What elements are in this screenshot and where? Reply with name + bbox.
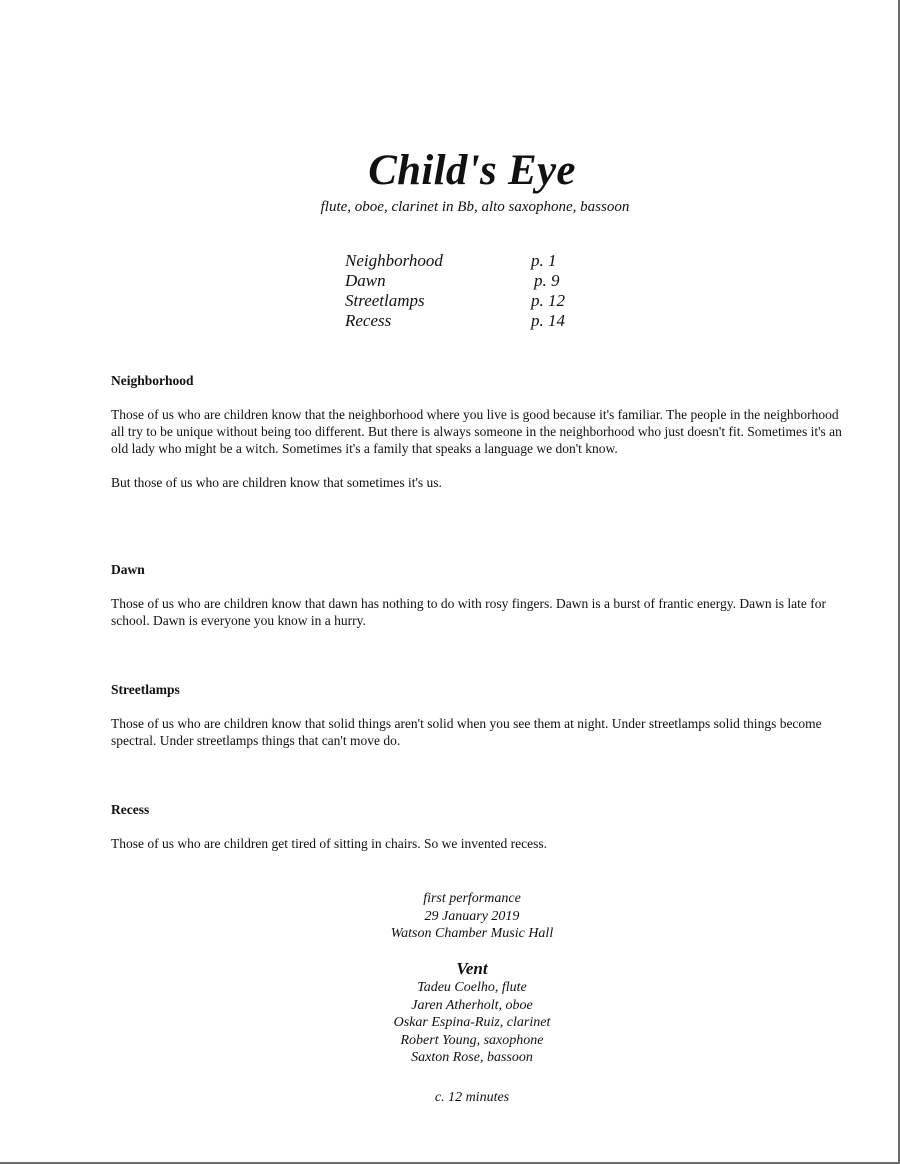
section-paragraph: But those of us who are children know that sometimes it's us. <box>111 475 442 490</box>
premiere-venue: Watson Chamber Music Hall <box>390 926 554 941</box>
ensemble-member: Oskar Espina-Ruiz, clarinet <box>393 1015 551 1030</box>
toc-entry-page: p. 1 <box>531 251 557 270</box>
toc-entry-neighborhood[interactable] <box>345 251 605 271</box>
toc-entry-dawn[interactable] <box>345 271 605 291</box>
premiere-label: first performance <box>423 891 521 906</box>
section-neighborhood <box>111 372 846 508</box>
toc-entry-page: p. 14 <box>531 311 565 330</box>
ensemble-member: Tadeu Coelho, flute <box>417 980 527 995</box>
ensemble-member: Jaren Atherholt, oboe <box>411 997 533 1013</box>
toc-entry-title: Neighborhood <box>345 251 443 270</box>
section-dawn <box>111 561 846 646</box>
premiere-info <box>0 890 900 943</box>
toc-entry-title: Streetlamps <box>345 291 425 310</box>
toc-entry-page: p. 12 <box>531 291 565 310</box>
toc-entry-streetlamps[interactable] <box>345 291 605 311</box>
toc-entry-title: Recess <box>345 311 392 330</box>
ensemble-member: Robert Young, saxophone <box>400 1032 544 1048</box>
duration: c. 12 minutes <box>434 1090 510 1105</box>
page-title: Child's Eye <box>368 147 576 194</box>
ensemble-member: Saxton Rose, bassoon <box>411 1050 533 1065</box>
toc-entry-title: Dawn <box>345 271 386 290</box>
section-heading: Streetlamps <box>111 682 180 697</box>
section-paragraph: Those of us who are children know that solid things aren't solid when you see them at night. Under streetlamps solid things become spectral. Under streetlamps things that can't move do. <box>111 716 822 748</box>
section-heading: Recess <box>111 802 150 817</box>
instrumentation-line: flute, oboe, clarinet in Bb, alto saxophone, bassoon <box>320 199 630 215</box>
section-heading: Dawn <box>111 562 145 577</box>
section-paragraph: Those of us who are children get tired of sitting in chairs. So we invented recess. <box>111 836 548 851</box>
section-recess <box>111 801 846 869</box>
toc-entry-recess[interactable] <box>345 311 605 331</box>
section-heading: Neighborhood <box>111 373 194 388</box>
table-of-contents <box>345 251 605 331</box>
ensemble-info <box>0 959 900 1067</box>
section-paragraph: Those of us who are children know that dawn has nothing to do with rosy fingers. Dawn is a burst of frantic energy. Dawn is late for school. Dawn is everyone you know in a hurry. <box>111 596 826 628</box>
premiere-date: 29 January 2019 <box>424 908 520 924</box>
toc-entry-page: p. 9 <box>534 271 560 290</box>
ensemble-name: Vent <box>456 959 488 978</box>
section-streetlamps <box>111 681 846 766</box>
section-paragraph: Those of us who are children know that the neighborhood where you live is good because it's familiar. The people in the neighborhood all try to be unique without being too different. But there is always someone in the neighborhood who just doesn't fit. Sometimes it's an old lady who might be a witch. Sometimes it's a family that speaks a language we don't know. <box>111 407 842 456</box>
